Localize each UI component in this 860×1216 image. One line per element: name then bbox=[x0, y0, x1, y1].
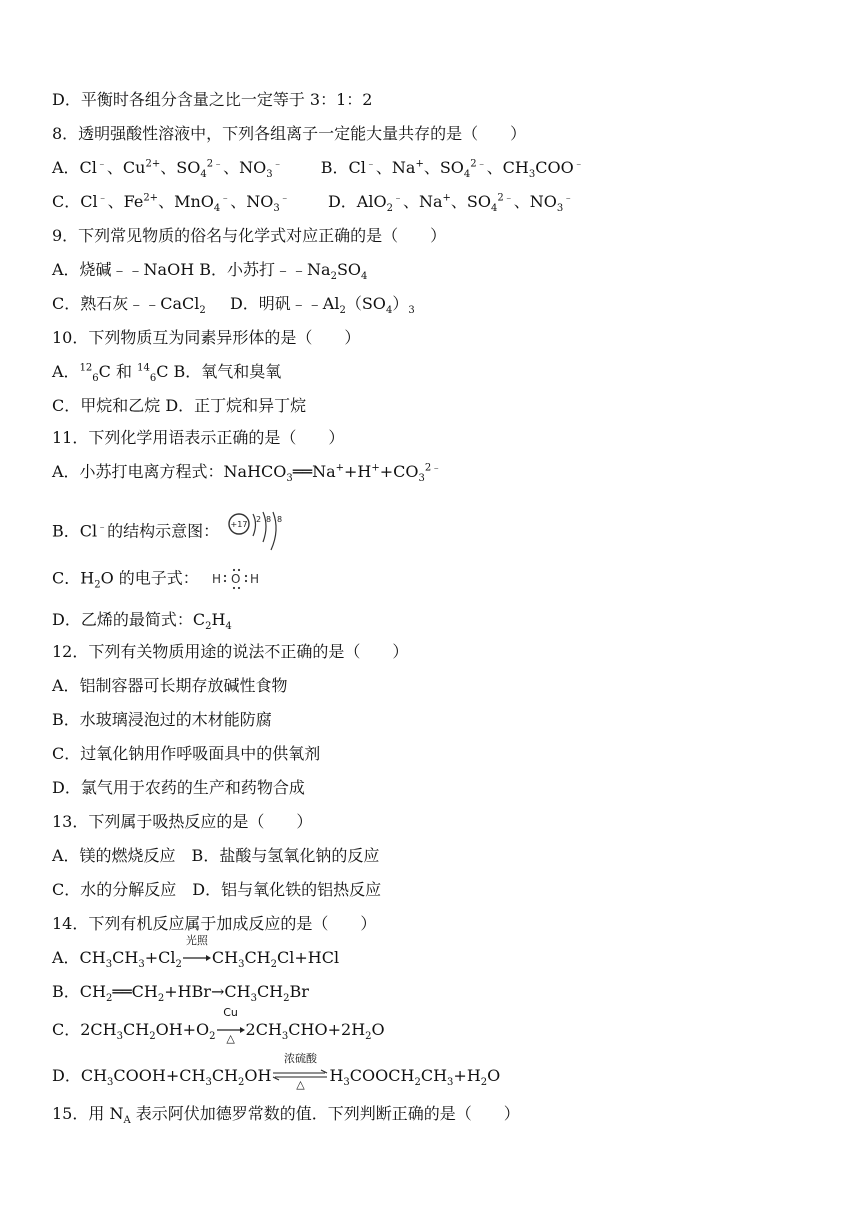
q10-options-ab: A．$^{12}_6$C 和 $^{14}_6$C B．氧气和臭氧 bbox=[52, 362, 282, 385]
q12-option-b: B．水玻璃浸泡过的木材能防腐 bbox=[52, 710, 272, 729]
q15-stem: 15．用 $N_A$ 表示阿伏加德罗常数的值．下列判断正确的是（ ） bbox=[52, 1104, 520, 1127]
reaction-arrow-light: 光照 bbox=[182, 948, 212, 968]
lewis-h-right: H bbox=[249, 572, 259, 586]
lewis-o: O bbox=[230, 572, 241, 586]
chloride-ion-structure-diagram bbox=[226, 510, 290, 554]
q14-option-d: D．$CH_3COOH+CH_3CH_2OH$ 浓硫酸 △ $H_3COOCH_2CH_3+H_2O$ bbox=[52, 1052, 501, 1091]
q13-options-ab: A．镁的燃烧反应 B．盐酸与氢氧化钠的反应 bbox=[52, 846, 380, 865]
q13-options-cd: C．水的分解反应 D．铝与氧化铁的铝热反应 bbox=[52, 880, 382, 899]
q11-option-a: A．小苏打电离方程式：$NaHCO_3══Na^++H^++CO_3^{2﹣}$ bbox=[52, 462, 442, 485]
q13-stem: 13．下列属于吸热反应的是（ ） bbox=[52, 812, 313, 831]
q11-stem: 11．下列化学用语表示正确的是（ ） bbox=[52, 428, 345, 447]
lewis-h-left: H bbox=[211, 572, 221, 586]
reaction-arrow-reversible: 浓硫酸 △ bbox=[271, 1066, 329, 1086]
q9-options-cd: C．熟石灰﹣﹣CaCl$_2$ D．明矾$﹣﹣Al_2(SO_4)_3$ bbox=[52, 294, 415, 317]
q9-options-ab: A．烧碱﹣﹣NaOH B．小苏打$﹣﹣Na_2SO_4$ bbox=[52, 260, 368, 283]
q11-option-c: C．$H_2O$ 的电子式： H O H bbox=[52, 568, 268, 590]
q10-options-cd: C．甲烷和乙烷 D．正丁烷和异丁烷 bbox=[52, 396, 307, 415]
q12-option-c: C．过氧化钠用作呼吸面具中的供氧剂 bbox=[52, 744, 321, 763]
reaction-arrow-cu-heat: Cu △ bbox=[216, 1020, 246, 1040]
q8-options-cd: C．Cl﹣、$Fe^{2+}$、MnO$_4$﹣、$NO_3^﹣$ D．AlO$_2$﹣、Na+、$SO_4^{2﹣}$、$NO_3^﹣$ bbox=[52, 192, 574, 215]
q14-option-a: A．$CH_3CH_3+Cl_2$ 光照 $CH_3CH_2Cl+HCl$ bbox=[52, 934, 340, 971]
q8-options-ab: A．Cl﹣、$Cu^{2+}$、$SO_4^{2﹣}$、$NO_3^﹣$ B．Cl﹣、Na+、$SO_4^{2﹣}$、$CH_3COO^﹣$ bbox=[52, 158, 584, 181]
q8-stem: 8．透明强酸性溶液中，下列各组离子一定能大量共存的是（ ） bbox=[52, 124, 527, 143]
q9-stem: 9．下列常见物质的俗名与化学式对应正确的是（ ） bbox=[52, 226, 447, 245]
q14-option-b: B．$CH_2══CH_2+HBr\to CH_3CH_2Br$ bbox=[52, 982, 309, 1005]
q10-stem: 10．下列物质互为同素异形体的是（ ） bbox=[52, 328, 361, 347]
q12-option-d: D．氯气用于农药的生产和药物合成 bbox=[52, 778, 305, 797]
water-lewis-structure bbox=[208, 568, 268, 590]
q12-option-a: A．铝制容器可长期存放碱性食物 bbox=[52, 676, 288, 695]
q14-option-c: C．$2CH_3CH_2OH+O_2$ Cu △ $2CH_3CHO+2H_2O$ bbox=[52, 1006, 385, 1045]
shell-3-electrons: 8 bbox=[277, 515, 283, 524]
q11-option-d: D．乙烯的最简式：$C_2H_4$ bbox=[52, 610, 232, 633]
q12-stem: 12．下列有关物质用途的说法不正确的是（ ） bbox=[52, 642, 409, 661]
q11-option-b: B．Cl﹣的结构示意图： +17 2 8 8 bbox=[52, 510, 290, 532]
nucleus-charge: +17 bbox=[230, 520, 248, 529]
q14-stem: 14．下列有机反应属于加成反应的是（ ） bbox=[52, 914, 377, 933]
shell-1-electrons: 2 bbox=[256, 515, 262, 524]
shell-2-electrons: 8 bbox=[266, 515, 272, 524]
q7-option-d: D．平衡时各组分含量之比一定等于 3：1：2 bbox=[52, 90, 373, 109]
